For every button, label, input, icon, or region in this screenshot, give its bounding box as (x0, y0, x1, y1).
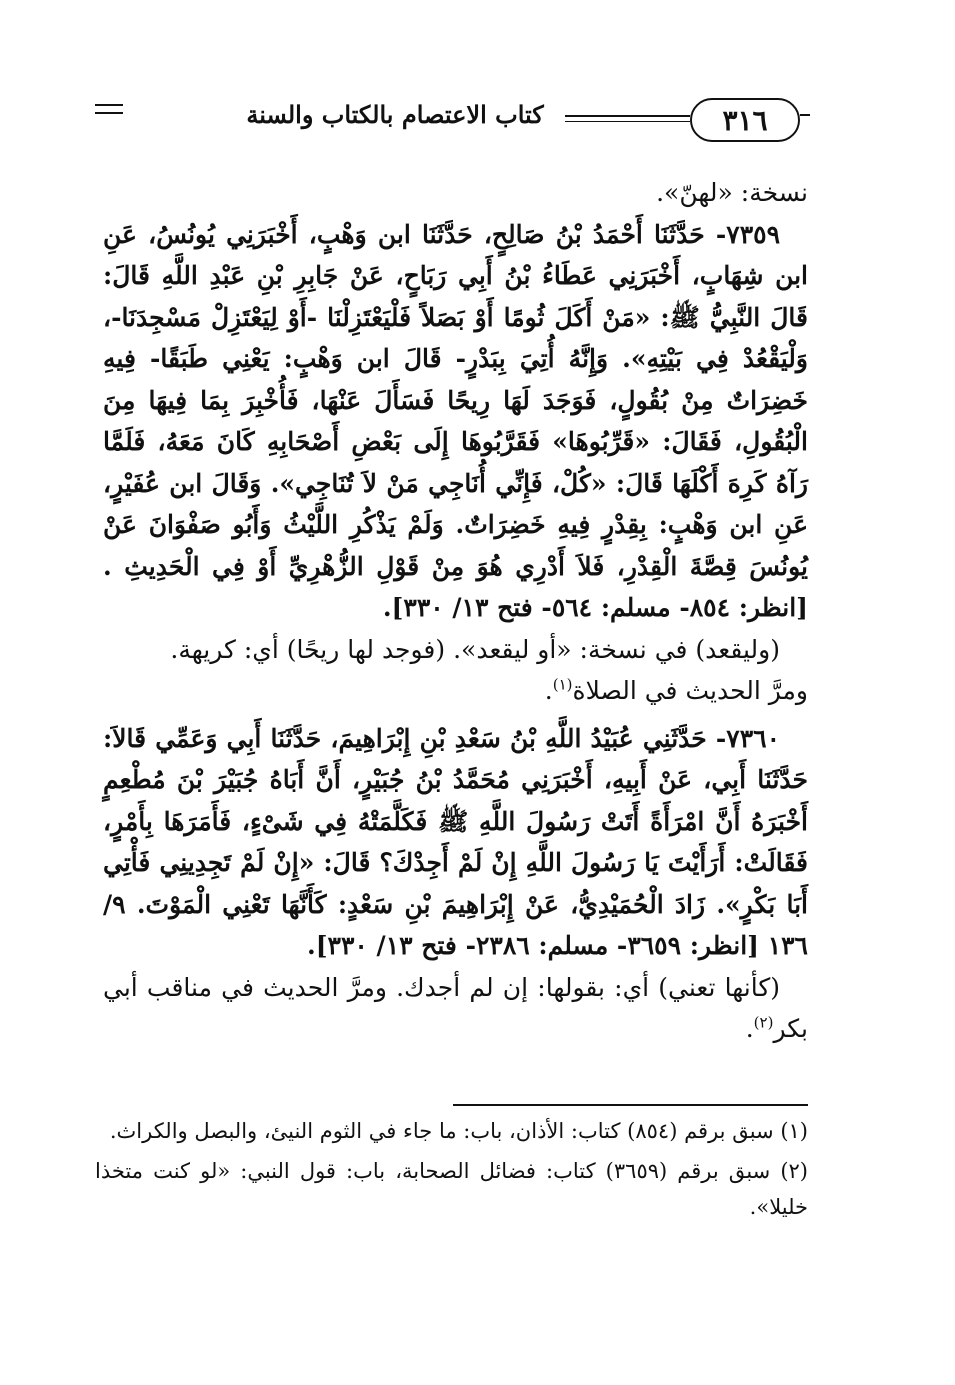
header-ornament (95, 104, 123, 120)
hadith-7360: ٧٣٦٠- حَدَّثَنِي عُبَيْدُ اللَّهِ بْنُ سَعْدِ بْنِ إِبْرَاهِيمَ، حَدَّثَنَا أَبِي وَعَمِّي قَالاَ: حَدَّثَنَا أَبِي، عَنْ أَبِيهِ، أَخْبَرَنِي مُحَمَّدُ بْنُ جُبَيْرٍ، أَنَّ أَبَاهُ جُبَيْرَ بْنَ مُطْعِمٍ أَخْبَرَهُ أَنَّ امْرَأَةً أَتَتْ رَسُولَ اللَّهِ ﷺ فَكَلَّمَتْهُ فِي شَىْءٍ، فَأَمَرَهَا بِأَمْرٍ، فَقَالَتْ: أَرَأَيْتَ يَا رَسُولَ اللَّهِ إِنْ لَمْ أَجِدْكَ؟ قَالَ: «إِنْ لَمْ تَجِدِينِي فَأْتِي أَبَا بَكْرٍ». زَادَ الْحُمَيْدِيُّ، عَنْ إِبْرَاهِيمَ بْنِ سَعْدٍ: كَأَنَّهَا تَعْنِي الْمَوْتَ. ٩/ ١٣٦ [انظر: ٣٦٥٩- مسلم: ٢٣٨٦- فتح ١٣/ ٣٣٠]. (103, 723, 808, 960)
book-title: كتاب الاعتصام بالكتاب والسنة (246, 100, 544, 129)
footnote-ref-1: (١) (552, 675, 573, 694)
footnote-ref-2: (٢) (753, 1013, 774, 1032)
footnote-separator (453, 1104, 808, 1106)
footnote-1: (١) سبق برقم (٨٥٤) كتاب: الأذان، باب: ما جاء في الثوم النيئ، والبصل والكراث. (109, 1119, 808, 1143)
footnotes (95, 1113, 808, 1229)
main-text (103, 172, 808, 1050)
header-rule (565, 121, 690, 122)
page-number: ٣١٦ (690, 98, 800, 142)
hadith-7359: ٧٣٥٩- حَدَّثَنَا أَحْمَدُ بْنُ صَالِحٍ، حَدَّثَنَا ابن وَهْبٍ، أَخْبَرَنِي يُونُسُ، عَنِ ابن شِهَابٍ، أَخْبَرَنِي عَطَاءُ بْنُ أَبِي رَبَاحٍ، عَنْ جَابِرِ بْنِ عَبْدِ اللَّهِ قَالَ: قَالَ النَّبِيُّ ﷺ: «مَنْ أَكَلَ ثُومًا أَوْ بَصَلاً فَلْيَعْتَزِلْنَا -أَوْ لِيَعْتَزِلْ مَسْجِدَنَا-، وَلْيَقْعُدْ فِي بَيْتِهِ». وَإِنَّهُ أُتِيَ بِبَدْرٍ- قَالَ ابن وَهْبٍ: يَعْنِي طَبَقًا- فِيهِ خَضِرَاتٌ مِنْ بُقُولٍ، فَوَجَدَ لَهَا رِيحًا فَسَأَلَ عَنْهَا، فَأُخْبِرَ بِمَا فِيهَا مِنَ الْبُقُولِ، فَقَالَ: «قَرِّبُوهَا» فَقَرَّبُوهَا إِلَى بَعْضِ أَصْحَابِهِ كَانَ مَعَهُ، فَلَمَّا رَآهُ كَرِهَ أَكْلَهَا قَالَ: «كُلْ، فَإِنِّي أُنَاجِي مَنْ لاَ تُنَاجِي». وَقَالَ ابن عُفَيْرٍ، عَنِ ابن وَهْبٍ: بِقِدْرٍ فِيهِ خَضِرَاتٌ. وَلَمْ يَذْكُرِ اللَّيْثُ وَأَبُو صَفْوَانَ عَنْ يُونُسَ قِصَّةَ الْقِدْرِ، فَلاَ أَدْرِي هُوَ مِنْ قَوْلِ الزُّهْرِيِّ أَوْ فِي الْحَدِيثِ .[انظر: ٨٥٤- مسلم: ٥٦٤- فتح ١٣/ ٣٣٠]. (103, 219, 808, 622)
commentary-text: ومرَّ الحديث في الصلاة (572, 676, 808, 705)
commentary-7359: (وليقعد) في نسخة: «أو ليقعد». (فوجد لها ريحًا) أي: كريهة. (170, 634, 780, 664)
commentary-text: (كأنها تعني) أي: بقولها: إن لم أجدك. ومرَّ الحديث في مناقب أبي بكر (103, 972, 808, 1043)
header-rule (800, 114, 810, 116)
commentary-7359-cont: ومرَّ الحديث في الصلاة$^{(١)}$. (544, 675, 808, 705)
header-rule (565, 115, 690, 117)
footnote-2: (٢) سبق برقم (٣٦٥٩) كتاب: فضائل الصحابة، باب: قول النبي: «لو كنت متخذا خليلا». (95, 1159, 808, 1219)
variant-note: نسخة: «لهنّ». (656, 178, 808, 207)
page-header (95, 96, 810, 154)
commentary-7360: (كأنها تعني) أي: بقولها: إن لم أجدك. ومرَّ الحديث في مناقب أبي بكر$^{(٢)}$. (103, 972, 808, 1043)
